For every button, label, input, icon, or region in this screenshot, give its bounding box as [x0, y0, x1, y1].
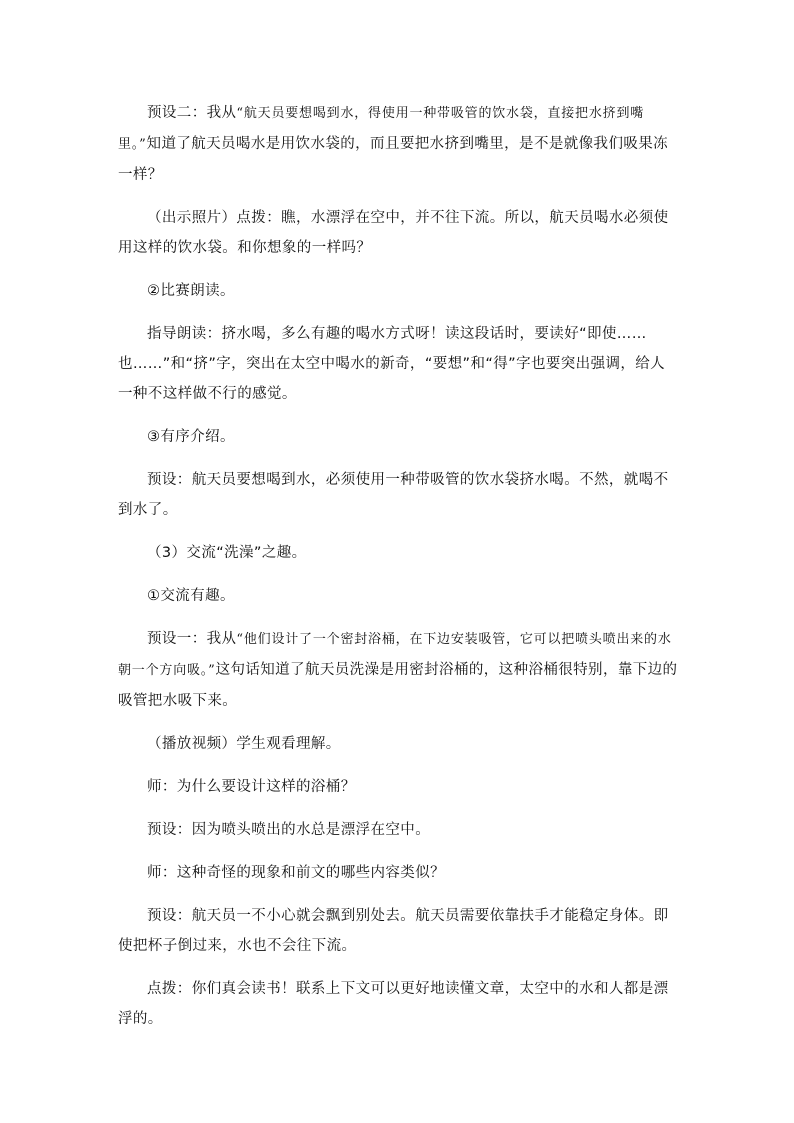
- paragraph-text: 点拨：你们真会读书！联系上下文可以更好地读懂文章，太空中的水和人都是漂浮的。: [118, 981, 669, 1027]
- paragraph-preset-floating: [118, 901, 678, 961]
- quoted-text: “他们设计了一个密封浴桶，在下边安装吸管，它可以把喷头喷出来的水朝一个方向吸。”: [118, 632, 672, 678]
- paragraph-teacher-followup: [118, 858, 678, 888]
- paragraph-text: （播放视频）学生观看理解。: [147, 736, 341, 752]
- paragraph-text: 师：这种奇怪的现象和前文的哪些内容类似？: [147, 865, 445, 881]
- paragraph-text: 知道了航天员喝水是用饮水袋的，而且要把水挤到嘴里，是不是就像我们吸果冻一样？: [118, 136, 669, 183]
- paragraph-text: 预设一：我从: [147, 631, 237, 647]
- paragraph-text: ②比赛朗读。: [147, 283, 235, 299]
- paragraph-text: 预设二：我从: [147, 105, 237, 121]
- paragraph-text: ①交流有趣。: [147, 588, 235, 604]
- paragraph-orderly-introduction: [118, 422, 678, 452]
- paragraph-bathing-fun: [118, 538, 678, 568]
- paragraph-text: 预设：航天员要想喝到水，必须使用一种带吸管的饮水袋挤水喝。不然，就喝不到水了。: [118, 472, 669, 518]
- paragraph-preset-drinking-method: [118, 465, 678, 525]
- paragraph-preset-two-drinking: [118, 98, 678, 190]
- paragraph-summary-guidance: [118, 974, 678, 1034]
- paragraph-reading-guidance: [118, 319, 678, 409]
- paragraph-text: （出示照片）点拨：瞧，水漂浮在空中，并不往下流。所以，航天员喝水必须使用这样的饮水袋。和你想象的一样吗？: [118, 210, 669, 256]
- paragraph-teacher-question: [118, 772, 678, 802]
- paragraph-text: 师：为什么要设计这样的浴桶？: [147, 779, 356, 795]
- paragraph-video: [118, 729, 678, 759]
- paragraph-text: 指导朗读：挤水喝，多么有趣的喝水方式呀！读这段话时，要读好“即使……也……”和“挤”字，突出在太空中喝水的新奇，“要想”和“得”字也要突出强调，给人一种不这样做不行的感觉。: [118, 326, 666, 402]
- paragraph-share-interesting: [118, 581, 678, 611]
- quoted-text: “航天员要想喝到水，得使用一种带吸管的饮水袋，直接把水挤到嘴里。”: [118, 106, 645, 152]
- document-body: [118, 98, 678, 1046]
- paragraph-competition-reading: [118, 276, 678, 306]
- paragraph-text: 预设：航天员一不小心就会飘到别处去。航天员需要依靠扶手才能稳定身体。即使把杯子倒过来，水也不会往下流。: [118, 908, 669, 954]
- paragraph-text: 预设：因为喷头喷出的水总是漂浮在空中。: [147, 822, 431, 838]
- paragraph-text: （3）交流“洗澡”之趣。: [147, 545, 307, 561]
- paragraph-preset-answer: [118, 815, 678, 845]
- paragraph-text: ③有序介绍。: [147, 429, 235, 445]
- paragraph-photo-guidance: [118, 203, 678, 263]
- paragraph-preset-one-bathing: [118, 624, 678, 716]
- paragraph-text: 这句话知道了航天员洗澡是用密封浴桶的，这种浴桶很特别，靠下边的吸管把水吸下来。: [118, 662, 678, 709]
